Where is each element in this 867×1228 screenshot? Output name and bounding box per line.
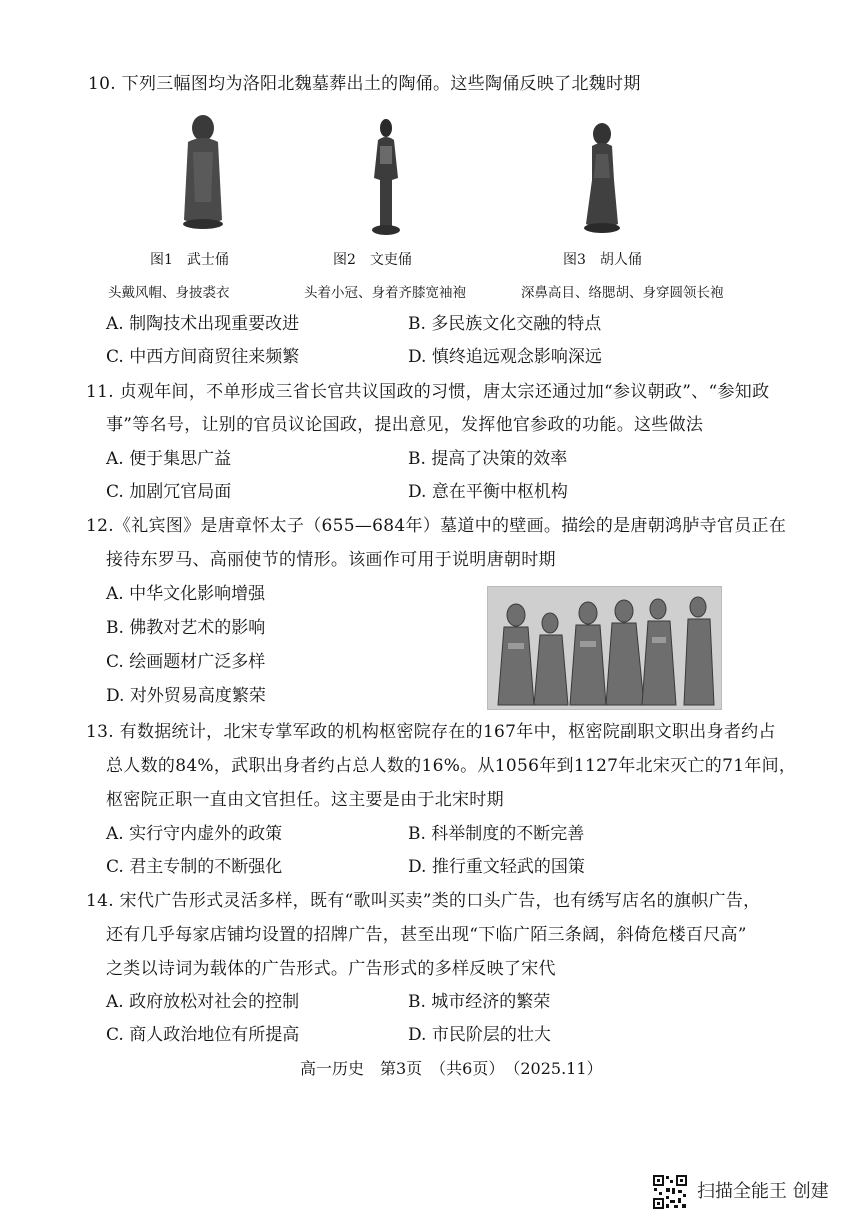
q13-stem-line3: 枢密院正职一直由文官担任。这主要是由于北宋时期: [106, 790, 504, 810]
q13-stem-line2: 总人数的84%，武职出身者约占总人数的16%。从1056年到1127年北宋灭亡的71年间，: [106, 756, 797, 776]
q14-option-a: A. 政府放松对社会的控制: [106, 992, 300, 1012]
mural-image: [487, 586, 722, 710]
q10-option-d: D. 慎终追远观念影响深远: [408, 347, 602, 367]
q14-option-c: C. 商人政治地位有所提高: [106, 1025, 300, 1045]
figure2-caption: 图2 文吏俑: [333, 252, 412, 268]
q10-option-a: A. 制陶技术出现重要改进: [106, 314, 300, 334]
q13-option-a: A. 实行守内虚外的政策: [106, 824, 283, 844]
q11-option-d: D. 意在平衡中枢机构: [408, 482, 568, 502]
figure1-caption: 图1 武士俑: [150, 252, 229, 268]
figure3-description: 深鼻高目、络腮胡、身穿圆领长袍: [521, 285, 724, 301]
q13-option-d: D. 推行重文轻武的国策: [408, 857, 585, 877]
q11-option-b: B. 提高了决策的效率: [408, 449, 568, 469]
q14-stem-line1: 14. 宋代广告形式灵活多样，既有“歌叫买卖”类的口头广告，也有绣写店名的旗帜广告，: [86, 891, 761, 911]
q11-stem-line2: 事”等名号，让别的官员议论国政，提出意见，发挥他官参政的功能。这些做法: [106, 415, 704, 435]
figure3-caption: 图3 胡人俑: [563, 252, 642, 268]
q12-option-d: D. 对外贸易高度繁荣: [106, 686, 266, 706]
q11-option-a: A. 便于集思广益: [106, 449, 232, 469]
q11-option-c: C. 加剧冗官局面: [106, 482, 232, 502]
q12-option-c: C. 绘画题材广泛多样: [106, 652, 266, 672]
q10-option-c: C. 中西方间商贸往来频繁: [106, 347, 300, 367]
official-figurine-image: [366, 116, 406, 240]
page-footer: 高一历史 第3页 （共6页） （2025.11）: [300, 1059, 603, 1078]
q13-option-b: B. 科举制度的不断完善: [408, 824, 585, 844]
q12-stem-line2: 接待东罗马、高丽使节的情形。该画作可用于说明唐朝时期: [106, 550, 556, 570]
q14-stem-line2: 还有几乎每家店铺均设置的招牌广告，甚至出现“下临广陌三条阔，斜倚危楼百尺高”: [106, 925, 747, 945]
q12-option-a: A. 中华文化影响增强: [106, 584, 266, 604]
q12-option-b: B. 佛教对艺术的影响: [106, 618, 266, 638]
scanner-watermark: 扫描全能王 创建: [697, 1181, 829, 1202]
qr-code-icon: [652, 1174, 688, 1210]
q13-option-c: C. 君主专制的不断强化: [106, 857, 283, 877]
q10-option-b: B. 多民族文化交融的特点: [408, 314, 602, 334]
q10-stem: 10. 下列三幅图均为洛阳北魏墓葬出土的陶俑。这些陶俑反映了北魏时期: [88, 74, 641, 94]
figure2-description: 头着小冠、身着齐膝宽袖袍: [304, 285, 466, 301]
q11-stem-line1: 11. 贞观年间，不单形成三省长官共议国政的习惯，唐太宗还通过加“参议朝政”、“参知政: [86, 382, 770, 402]
figure1-description: 头戴风帽、身披裘衣: [108, 285, 230, 301]
warrior-figurine-image: [178, 112, 228, 232]
q13-stem-line1: 13. 有数据统计，北宋专掌军政的机构枢密院存在的167年中，枢密院副职文职出身者约占: [86, 722, 776, 742]
q14-stem-line3: 之类以诗词为载体的广告形式。广告形式的多样反映了宋代: [106, 959, 556, 979]
q14-option-d: D. 市民阶层的壮大: [408, 1025, 551, 1045]
foreigner-figurine-image: [578, 120, 628, 236]
q12-stem-line1: 12.《礼宾图》是唐章怀太子（655—684年）墓道中的壁画。描绘的是唐朝鸿胪寺官员正在: [86, 516, 787, 536]
q14-option-b: B. 城市经济的繁荣: [408, 992, 551, 1012]
